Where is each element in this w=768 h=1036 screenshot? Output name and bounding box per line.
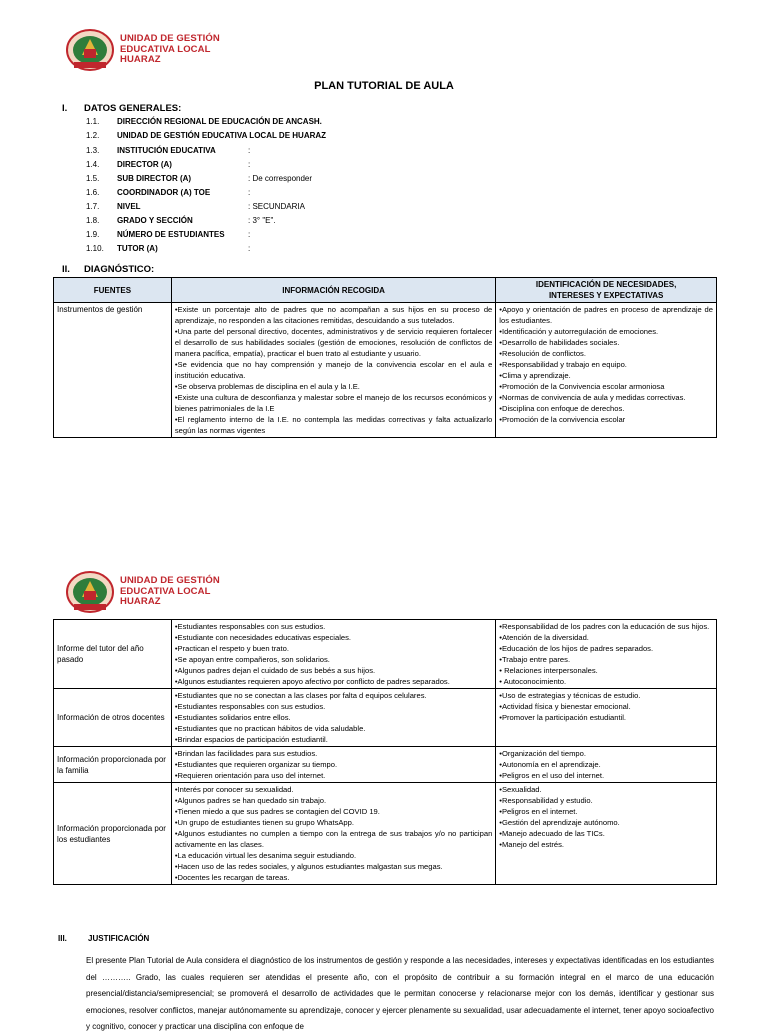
page-title: PLAN TUTORIAL DE AULA [314,80,454,92]
ident-item: •Desarrollo de habilidades sociales. [499,338,620,347]
ident-item: •Resolución de conflictos. [499,349,586,358]
ident-item: •Gestión del aprendizaje autónomo. [499,818,620,827]
ident-item: •Manejo del estrés. [499,840,565,849]
info-item: •Requieren orientación para uso del internet. [174,771,326,780]
ugel-seal-icon [66,27,114,73]
info-item: •Una parte del personal directivo, docentes, administrativos y de servicio requieren fortalecer el desarrollo de sus habilidades sociales (gestión de emociones, resolución de conflictos de manera pacífica, empatía), practicar el buen trato al estudiante y usuario. [174,327,493,358]
ident-item: •Atención de la diversidad. [499,633,589,642]
info-item: •Algunos estudiantes no cumplen a tiempo con la entrega de sus trabajos y/o no participan activamente en las clases. [174,829,493,849]
table-row [54,620,717,689]
ident-cell [496,783,717,885]
info-item: •Estudiantes que no practican hábitos de vida saludable. [174,724,366,733]
ident-item: •Responsabilidad y estudio. [499,796,593,805]
info-item: •Brindan las facilidades para sus estudios. [174,749,318,758]
ident-item: •Uso de estrategias y técnicas de estudio. [499,691,641,700]
info-item: •Hacen uso de las redes sociales, y algunos estudiantes malgastan sus megas. [174,862,443,871]
info-cell [171,303,495,438]
fuente-cell: Información proporcionada por los estudiantes [54,783,172,885]
ident-item: •Sexualidad. [499,785,542,794]
ident-item: •Apoyo y orientación de padres en proceso de aprendizaje de los estudiantes. [499,305,713,325]
ident-item: • Autoconocimiento. [499,677,567,686]
info-item: •Algunos estudiantes requieren apoyo afectivo por conflicto de padres separados. [174,677,450,686]
info-item: •Un grupo de estudiantes tienen su grupo WhatsApp. [174,818,354,827]
ident-item: •Peligros en el uso del internet. [499,771,605,780]
ident-item: •Educación de los hijos de padres separados. [499,644,654,653]
ugel-logo-page2 [66,568,226,616]
info-cell [171,620,495,689]
ident-item: •Trabajo entre pares. [499,655,571,664]
ugel-org-name [120,34,220,66]
table-row [54,303,717,438]
info-item: •Estudiantes responsables con sus estudios. [174,622,326,631]
org-line-3: HUARAZ [120,54,161,66]
info-item: •Estudiantes que requieren organizar su tiempo. [174,760,338,769]
info-cell [171,747,495,783]
ident-item: •Promover la participación estudiantil. [499,713,627,722]
info-item: •El reglamento interno de la I.E. no contempla las medidas correctivas y falta actualizarlo según las normas vigentes [174,415,493,435]
info-item: •Algunos padres dejan el cuidado de sus bebés a sus hijos. [174,666,376,675]
diagnosis-table-continued [53,619,717,885]
info-item: •Estudiantes que no se conectan a las clases por falta d equipos celulares. [174,691,427,700]
ident-item: •Manejo adecuado de las TICs. [499,829,605,838]
ident-item: •Peligros en el internet. [499,807,578,816]
ident-item: •Promoción de la Convivencia escolar armoniosa [499,382,665,391]
fuente-cell: Información proporcionada por la familia [54,747,172,783]
info-item: •Estudiante con necesidades educativas especiales. [174,633,352,642]
info-item: •Existe un porcentaje alto de padres que no acompañan a sus hijos en su proceso de aprendizaje, no responden a las citaciones remitidas, descuidando a sus tutelados. [174,305,493,325]
info-item: •Brindar espacios de participación estudiantil. [174,735,328,744]
org-line-1: UNIDAD DE GESTIÓN [120,33,220,45]
info-item: •Existe una cultura de desconfianza y malestar sobre el manejo de los recursos económicos y bienes patrimoniales de la I.E [174,393,493,413]
ident-item: •Clima y aprendizaje. [499,371,571,380]
fuente-cell: Informe del tutor del año pasado [54,620,172,689]
info-item: •Algunos padres se han quedado sin trabajo. [174,796,327,805]
info-item: •Interés por conocer su sexualidad. [174,785,294,794]
ident-item: •Autonomía en el aprendizaje. [499,760,601,769]
info-item: •Estudiantes responsables con sus estudios. [174,702,326,711]
ugel-org-name [120,576,220,608]
info-item: •La educación virtual les desanima seguir estudiando. [174,851,357,860]
info-item: •Se observa problemas de disciplina en el aula y la I.E. [174,382,360,391]
ident-cell [496,620,717,689]
header-fuentes: FUENTES [54,278,172,303]
ident-item: • Relaciones interpersonales. [499,666,598,675]
ident-item: •Organización del tiempo. [499,749,586,758]
table-row [54,747,717,783]
info-item: •Practican el respeto y buen trato. [174,644,289,653]
header-info: INFORMACIÓN RECOGIDA [171,278,495,303]
info-cell [171,689,495,747]
ident-item: •Actividad física y bienestar emocional. [499,702,631,711]
info-item: •Docentes les recargan de tareas. [174,873,290,882]
org-line-2: EDUCATIVA LOCAL [120,585,211,597]
ident-item: •Disciplina con enfoque de derechos. [499,404,625,413]
ident-item: •Responsabilidad de los padres con la educación de sus hijos. [499,622,710,631]
info-item: •Estudiantes solidarios entre ellos. [174,713,291,722]
ident-item: •Responsabilidad y trabajo en equipo. [499,360,627,369]
info-item: •Tienen miedo a que sus padres se contagien del COVID 19. [174,807,380,816]
info-item: •Se apoyan entre compañeros, son solidarios. [174,655,330,664]
ugel-seal-icon [66,569,114,615]
fuente-cell: Instrumentos de gestión [54,303,172,438]
table-row [54,689,717,747]
ugel-logo [66,26,226,74]
info-item: •Se evidencia que no hay comprensión y manejo de la convivencia escolar en el aula e institución educativa. [174,360,493,380]
ident-item: •Promoción de la convivencia escolar [499,415,626,424]
table-row [54,783,717,885]
justification-text: El presente Plan Tutorial de Aula considera el diagnóstico de los instrumentos de gestión y responde a las necesidades, intereses y expectativas identificadas en los estudiantes del ……….. Grado, las cuales requieren ser atendidas el presente año, con el propósito de contribuir a su formación integral en el marco de una educación presencial/distancia/semipresencial; se promoverá el desarrollo de actividades que le permitan conocerse y relacionarse mejor con los demás, identificar y gestionar sus emociones, resolver conflictos, manejar autónomamente su aprendizaje, conocer y ejercer plenamente su sexualidad, usar adecuadamente el internet, tener apoyo socioafectivo y cognitivo, conocer y practicar una disciplina con enfoque de [86,956,714,1031]
org-line-1: UNIDAD DE GESTIÓN [120,575,220,587]
info-cell [171,783,495,885]
org-line-2: EDUCATIVA LOCAL [120,43,211,55]
fuente-cell: Información de otros docentes [54,689,172,747]
header-ident: IDENTIFICACIÓN DE NECESIDADES, INTERESES Y EXPECTATIVAS [496,278,717,303]
ident-item: •Identificación y autorregulación de emociones. [499,327,659,336]
ident-item: •Normas de convivencia de aula y medidas correctivas. [499,393,686,402]
diagnosis-table [53,277,717,438]
org-line-3: HUARAZ [120,596,161,608]
ident-cell [496,303,717,438]
ident-cell [496,747,717,783]
ident-cell [496,689,717,747]
